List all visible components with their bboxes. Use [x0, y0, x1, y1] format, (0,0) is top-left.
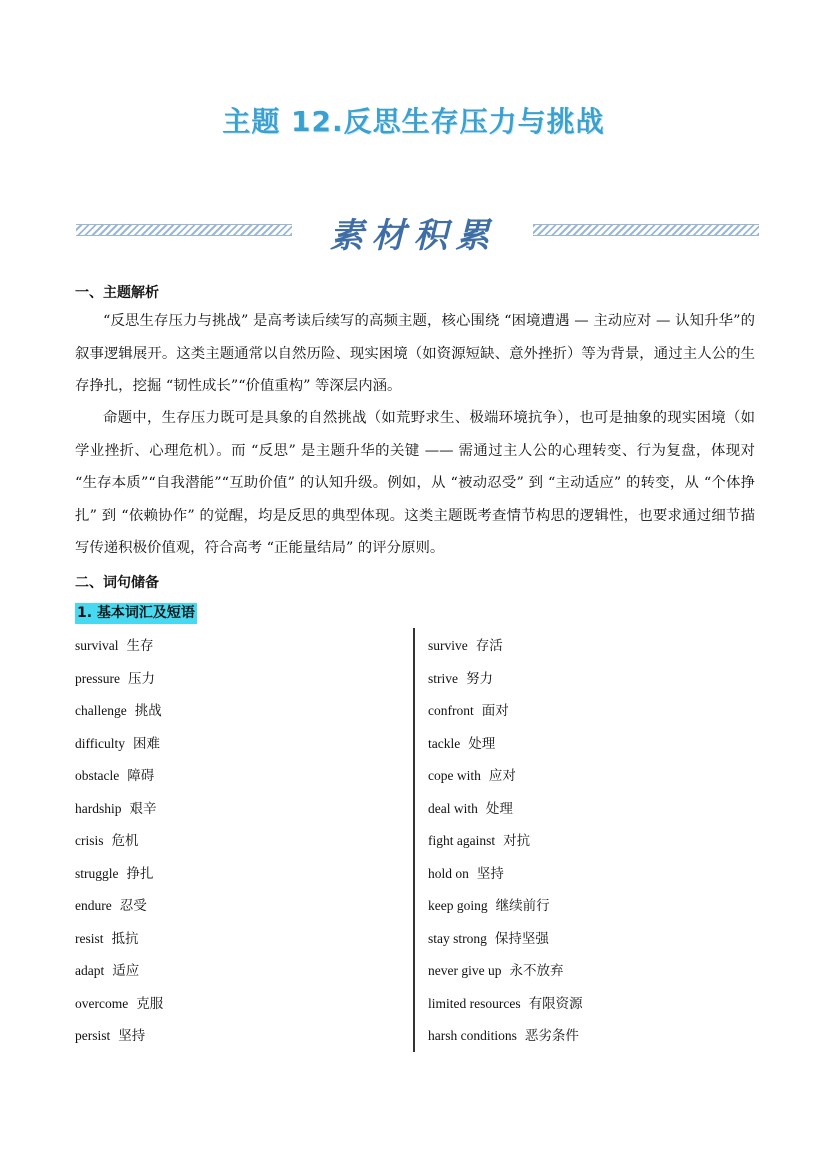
vocab-item — [428, 858, 728, 891]
vocab-item — [75, 663, 375, 696]
vocab-chinese: 抵抗 — [111, 930, 139, 947]
vocab-chinese: 继续前行 — [495, 898, 550, 914]
vocab-chinese: 恶劣条件 — [524, 1028, 579, 1044]
vocab-item — [75, 955, 375, 988]
section-heading-analysis: 一、主题解析 — [75, 285, 159, 301]
vocab-item — [428, 923, 728, 956]
vocab-english: difficulty — [75, 735, 125, 751]
vocab-item — [428, 793, 728, 826]
vocab-item — [75, 890, 375, 923]
vocab-english: crisis — [75, 833, 104, 848]
paragraph: “反思生存压力与挑战” 是高考读后续写的高频主题，核心围绕 “困境遭遇 — 主动应对 — 认知升华”的叙事逻辑展开。这类主题通常以自然历险、现实困境（如资源短缺、意外挫折）等为背景，通过主人公的生存挣扎，挖掘 “韧性成长”“价值重构” 等深层内涵。 — [75, 313, 755, 394]
vocab-item — [428, 728, 728, 761]
vocab-english: challenge — [75, 703, 127, 718]
vocab-english: never give up — [428, 963, 502, 978]
vocab-item — [75, 695, 375, 728]
vocab-english: limited resources — [428, 995, 521, 1011]
vocab-list-left — [75, 630, 375, 1053]
vocab-item — [428, 630, 728, 663]
vocab-item — [75, 1020, 375, 1053]
vocab-english: endure — [75, 898, 112, 913]
section-banner — [0, 208, 827, 258]
banner-title: 素材积累 — [329, 216, 498, 256]
vocab-english: harsh conditions — [428, 1028, 517, 1043]
vocab-english: fight against — [428, 833, 496, 848]
paragraph: 命题中，生存压力既可是具象的自然挑战（如荒野求生、极端环境抗争），也可是抽象的现实困境（如学业挫折、心理危机）。而 “反思” 是主题升华的关键 —— 需通过主人公的心理转变、行为复盘，体现对 “生存本质”“自我潜能”“互助价值” 的认知升级。例如，从 “被动忍受” 到 “主动适应” 的转变，从 “个体挣扎” 到 “依赖协作” 的觉醒，均是反思的典型体现。这类主题既考查情节构思的逻辑性，也要求通过细节描写传递积极价值观，符合高考 “正能量结局” 的评分原则。 — [75, 410, 755, 556]
vocab-item — [428, 988, 728, 1021]
vocab-chinese: 永不放弃 — [509, 963, 564, 979]
vocab-item — [75, 923, 375, 956]
vocab-chinese: 面对 — [481, 703, 509, 719]
vocab-chinese: 坚持 — [118, 1028, 146, 1044]
vocab-english: tackle — [428, 735, 461, 751]
vocab-english: hold on — [428, 865, 469, 881]
vocab-chinese: 生存 — [126, 638, 154, 654]
vocab-chinese: 挑战 — [134, 703, 162, 719]
vocab-english: survival — [75, 638, 119, 653]
vocab-english: resist — [75, 930, 104, 946]
vocab-chinese: 处理 — [468, 735, 496, 752]
vocab-item — [75, 728, 375, 761]
vocab-english: hardship — [75, 800, 122, 816]
page-title: 主题 12.反思生存压力与挑战 — [222, 105, 605, 138]
vocab-chinese: 保持坚强 — [494, 930, 549, 947]
vocab-english: strive — [428, 670, 458, 686]
vocab-chinese: 对抗 — [503, 833, 531, 849]
vocab-list-right — [428, 630, 728, 1053]
vocab-item — [428, 825, 728, 858]
vocab-chinese: 适应 — [112, 963, 140, 979]
vocab-item — [428, 955, 728, 988]
vocab-item — [428, 890, 728, 923]
vocab-english: struggle — [75, 865, 119, 881]
column-divider — [413, 628, 415, 1052]
vocab-item — [75, 630, 375, 663]
vocab-item — [75, 825, 375, 858]
vocab-chinese: 处理 — [485, 800, 513, 817]
vocab-chinese: 努力 — [466, 670, 493, 687]
vocab-english: persist — [75, 1028, 111, 1043]
vocab-chinese: 挣扎 — [126, 865, 154, 882]
vocab-item — [428, 663, 728, 696]
vocab-chinese: 艰辛 — [129, 800, 157, 817]
vocab-english: survive — [428, 638, 468, 653]
vocab-english: stay strong — [428, 930, 487, 946]
vocab-english: deal with — [428, 800, 478, 816]
vocab-chinese: 有限资源 — [528, 995, 583, 1012]
vocab-english: confront — [428, 703, 474, 718]
banner-stripe-right — [533, 224, 759, 236]
vocab-chinese: 忍受 — [119, 898, 147, 914]
vocab-chinese: 应对 — [488, 768, 516, 784]
section-heading-vocab: 二、词句储备 — [75, 575, 159, 591]
vocab-chinese: 克服 — [136, 995, 164, 1012]
vocab-item — [428, 1020, 728, 1053]
vocab-item — [75, 988, 375, 1021]
vocab-chinese: 坚持 — [476, 865, 504, 882]
vocab-english: adapt — [75, 963, 105, 978]
vocab-chinese: 困难 — [133, 735, 160, 752]
vocab-english: overcome — [75, 995, 129, 1011]
vocab-item — [428, 760, 728, 793]
vocab-item — [75, 858, 375, 891]
vocab-item — [75, 760, 375, 793]
vocab-chinese: 障碍 — [127, 768, 155, 784]
vocab-chinese: 压力 — [127, 670, 155, 687]
vocab-english: pressure — [75, 670, 120, 686]
subheading-highlight: 1. 基本词汇及短语 — [75, 603, 197, 624]
vocab-english: cope with — [428, 768, 481, 783]
vocab-item — [428, 695, 728, 728]
vocab-chinese: 危机 — [111, 833, 139, 849]
vocab-item — [75, 793, 375, 826]
vocab-english: keep going — [428, 898, 488, 913]
vocab-chinese: 存活 — [475, 638, 503, 654]
vocab-english: obstacle — [75, 768, 120, 783]
